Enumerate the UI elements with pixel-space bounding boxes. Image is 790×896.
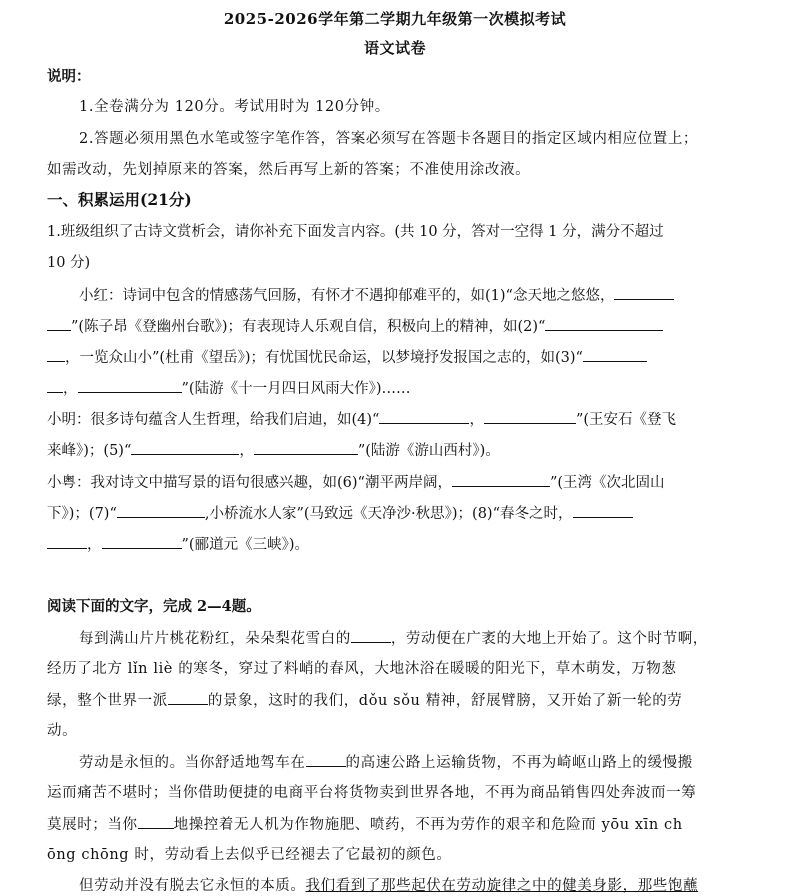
exam-subtitle: 语文试卷 <box>363 39 426 57</box>
question-1-line-2: 10 分) <box>47 255 91 271</box>
reading-blank-4[interactable] <box>138 814 174 829</box>
question-1-line-1: 1.班级组织了古诗文赏析会，请你补充下面发言内容。(共 10 分，答对一空得 1 分，满分不超过 <box>47 224 664 240</box>
reading-p1-line-2: 经历了北方 lǐn liè 的寒冬，穿过了料峭的春风，大地沐浴在暖暖的阳光下，草木萌发，万物葱 <box>47 661 677 677</box>
reading-text: 莫展时；当你 <box>47 817 138 833</box>
yue-line-3 <box>47 534 309 555</box>
instruction-item-2-line-2: 如需改动，先划掉原来的答案，然后再写上新的答案；不准使用涂改液。 <box>47 162 531 178</box>
hong-text-1: 小红：诗词中包含的情感荡气回肠，有怀才不遇抑郁难平的，如(1)“念天地之悠悠， <box>79 288 615 304</box>
reading-text: 地操控着无人机为作物施肥、喷药，不再为劳作的艰辛和危险而 yōu xīn ch <box>173 817 683 833</box>
ming-line-1 <box>47 409 676 430</box>
ming-text-2c: ”(陆游《游山西村》)。 <box>357 443 500 459</box>
reading-p1-line-1 <box>79 628 708 649</box>
section-heading: 一、积累运用(21分) <box>47 190 192 209</box>
yue-text-2a: 下》)；(7)“ <box>47 506 117 522</box>
reading-text: 绿，整个世界一派 <box>47 693 168 709</box>
reading-heading: 阅读下面的文字，完成 2—4题。 <box>47 598 261 615</box>
hong-line-3 <box>47 347 647 368</box>
answer-blank-2a[interactable] <box>545 316 663 331</box>
answer-blank-3c[interactable] <box>78 378 182 393</box>
exam-title: 2025-2026学年第二学期九年级第一次模拟考试 <box>223 10 567 28</box>
answer-blank-7[interactable] <box>117 503 205 518</box>
reading-p1-line-4: 动。 <box>47 723 78 739</box>
answer-blank-3b[interactable] <box>47 378 63 393</box>
hong-line-1 <box>79 285 674 306</box>
answer-blank-5b[interactable] <box>254 440 358 455</box>
answer-blank-8b[interactable] <box>47 534 87 549</box>
answer-blank-2b[interactable] <box>47 347 65 362</box>
reading-p2-line-2: 运而痛苦不堪时；当你借助便捷的电商平台将货物卖到世界各地，不再为商品销售四处奔波而一筹 <box>47 785 697 801</box>
reading-p2-line-1 <box>79 752 693 773</box>
yue-text-1a: 小粤：我对诗文中描写景的语句很感兴趣，如(6)“潮平两岸阔， <box>47 475 452 491</box>
ming-text-2b: ， <box>239 443 254 459</box>
answer-blank-4b[interactable] <box>484 409 576 424</box>
yue-text-1b: ”(王湾《次北固山 <box>549 475 665 491</box>
hong-text-2: ”(陈子昂《登幽州台歌》)；有表现诗人乐观自信，积极向上的精神，如(2)“ <box>71 319 546 335</box>
hong-line-4 <box>47 378 410 399</box>
hong-text-3: ，一览众山小”(杜甫《望岳》)；有忧国忧民命运，以梦境抒发报国之志的，如(3)“ <box>65 350 583 366</box>
answer-blank-4a[interactable] <box>379 409 469 424</box>
reading-blank-2[interactable] <box>168 690 208 705</box>
reading-text: 的高速公路上运输货物，不再为崎岖山路上的缓慢搬 <box>345 755 693 771</box>
answer-blank-8a[interactable] <box>573 503 633 518</box>
reading-blank-1[interactable] <box>351 628 391 643</box>
yue-line-2 <box>47 503 633 524</box>
yue-text-3b: ”(郦道元《三峡》)。 <box>181 537 309 553</box>
instruction-item-2-line-1: 2.答题必须用黑色水笔或签字笔作答，答案必须写在答题卡各题目的指定区域内相应位置上； <box>79 131 699 147</box>
yue-text-3a: ， <box>87 537 102 553</box>
answer-blank-1b[interactable] <box>47 316 71 331</box>
hong-line-2 <box>47 316 663 337</box>
reading-text: 每到满山片片桃花粉红，朵朵梨花雪白的 <box>79 631 351 647</box>
reading-blank-3[interactable] <box>306 752 346 767</box>
ming-text-2a: 来峰》)；(5)“ <box>47 443 132 459</box>
reading-text: 的景象，这时的我们，dǒu sǒu 精神，舒展臂膀，又开始了新一轮的劳 <box>207 693 683 709</box>
reading-p2-line-4: ōng chōng 时，劳动看上去似乎已经褪去了它最初的颜色。 <box>47 847 452 863</box>
reading-p2-line-3 <box>47 814 683 835</box>
answer-blank-1a[interactable] <box>614 285 674 300</box>
answer-blank-5a[interactable] <box>131 440 239 455</box>
underlined-sentence: 我们看到了那些起伏在劳动旋律之中的健美身影，那些饱蘸 <box>305 878 699 894</box>
answer-blank-6[interactable] <box>452 472 550 487</box>
reading-text: 但劳动并没有脱去它永恒的本质。 <box>79 878 306 894</box>
yue-line-1 <box>47 472 665 493</box>
reading-p1-line-3 <box>47 690 682 711</box>
answer-blank-8c[interactable] <box>102 534 182 549</box>
hong-text-4a: ， <box>63 381 78 397</box>
answer-blank-3a[interactable] <box>583 347 647 362</box>
ming-text-1b: ， <box>469 412 484 428</box>
instruction-item-1: 1.全卷满分为 120分。考试用时为 120分钟。 <box>79 99 390 115</box>
ming-text-1c: ”(王安石《登飞 <box>575 412 677 428</box>
yue-text-2b: ,小桥流水人家”(马致远《天净沙·秋思》)；(8)“春冬之时， <box>204 506 573 522</box>
ming-text-1a: 小明：很多诗句蕴含人生哲理，给我们启迪，如(4)“ <box>47 412 380 428</box>
ming-line-2 <box>47 440 500 461</box>
instructions-label: 说明： <box>47 68 91 85</box>
hong-text-4b: ”(陆游《十一月四日风雨大作》)…… <box>181 381 411 397</box>
reading-text: 劳动是永恒的。当你舒适地驾车在 <box>79 755 306 771</box>
reading-p3-line-1 <box>79 876 698 896</box>
reading-text: ，劳动便在广袤的大地上开始了。这个时节啊， <box>390 631 708 647</box>
